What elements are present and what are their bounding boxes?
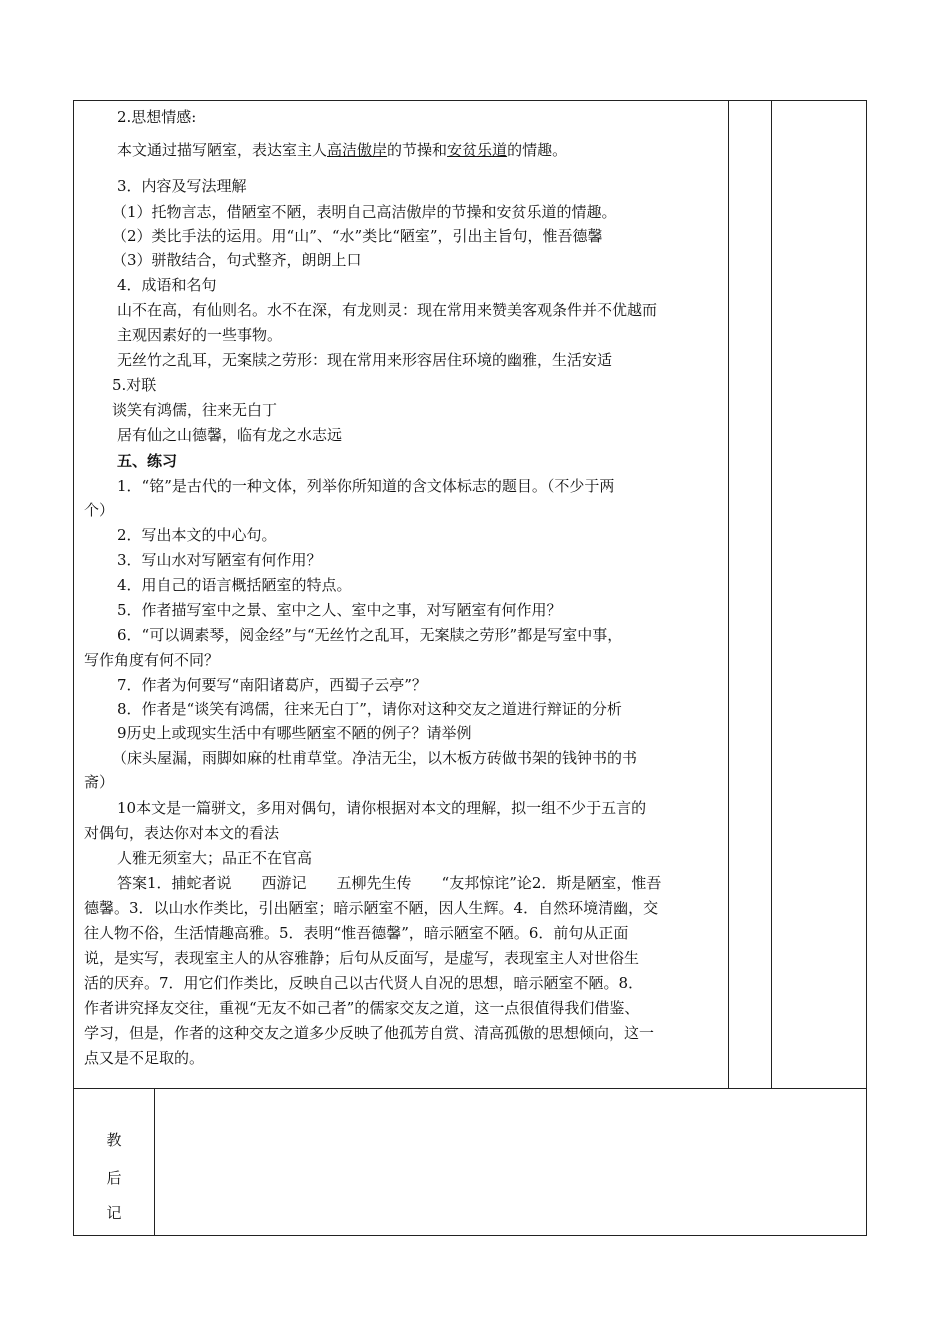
exercise-line: 8．作者是“谈笑有鸿儒，往来无白丁”，请你对这种交友之道进行辩证的分析 (117, 700, 622, 718)
answer-line: 往人物不俗，生活情趣高雅。5．表明“惟吾德馨”，暗示陋室不陋。6．前句从正面 (84, 924, 629, 942)
table-column-divider (154, 1088, 155, 1236)
exercise-line: 写作角度有何不同？ (84, 651, 220, 669)
list-item: （3）骈散结合，句式整齐，朗朗上口 (112, 251, 362, 269)
exercise-line: 1．“铭”是古代的一种文体，列举你所知道的含文体标志的题目。（不少于两 (117, 477, 615, 495)
exercise-line: 人雅无须室大；品正不在官高 (117, 849, 313, 867)
answer-line: 点又是不足取的。 (84, 1049, 205, 1067)
exercise-line: 7．作者为何要写“南阳诸葛庐，西蜀子云亭”？ (117, 676, 427, 694)
underlined-phrase: 高洁傲岸 (327, 141, 388, 159)
exercise-line: （床头屋漏，雨脚如麻的杜甫草堂。净洁无尘，以木板方砖做书架的钱钟书的书 (112, 749, 638, 767)
answer-line: 德馨。3．以山水作类比，引出陋室；暗示陋室不陋，因人生辉。4．自然环境清幽，交 (84, 899, 659, 917)
quote-line: 无丝竹之乱耳，无案牍之劳形：现在常用来形容居住环境的幽雅，生活安适 (117, 351, 613, 369)
exercise-line: 5．作者描写室中之景、室中之人、室中之事，对写陋室有何作用？ (117, 601, 562, 619)
couplet-line: 谈笑有鸿儒，往来无白丁 (112, 401, 278, 419)
answer-line: 答案1．捕蛇者说 西游记 五柳先生传 “友邦惊诧”论2．斯是陋室，惟吾 (117, 874, 662, 892)
footer-label-char: 后 (106, 1169, 122, 1187)
list-item: （1）托物言志，借陋室不陋，表明自己高洁傲岸的节操和安贫乐道的情趣。 (112, 203, 617, 221)
exercise-line: 2．写出本文的中心句。 (117, 526, 277, 544)
heading-couplet: 5.对联 (112, 376, 157, 394)
footer-label-char: 记 (106, 1204, 122, 1222)
couplet-line: 居有仙之山德馨，临有龙之水志远 (117, 426, 343, 444)
answer-line: 活的厌弃。7．用它们作类比，反映自己以古代贤人自况的思想，暗示陋室不陋。8． (84, 974, 644, 992)
exercise-line: 个） (84, 501, 115, 519)
answer-line: 说，是实写，表现室主人的从容雅静；后句从反面写，是虚写，表现室主人对世俗生 (84, 949, 640, 967)
exercise-line: 斋） (84, 773, 115, 791)
footer-label-char: 教 (106, 1131, 122, 1149)
paragraph-thought-emotion: 本文通过描写陋室，表达室主人高洁傲岸的节操和安贫乐道的情趣。 (117, 141, 568, 159)
exercise-line: 4．用自己的语言概括陋室的特点。 (117, 576, 352, 594)
exercise-line: 6．“可以调素琴，阅金经”与“无丝竹之乱耳，无案牍之劳形”都是写室中事， (117, 626, 623, 644)
list-item: （2）类比手法的运用。用“山”、“水”类比“陋室”，引出主旨句，惟吾德馨 (112, 227, 603, 245)
heading-thought-emotion: 2.思想情感: (117, 108, 197, 126)
table-column-divider (728, 101, 729, 1088)
exercise-line: 3．写山水对写陋室有何作用？ (117, 551, 322, 569)
answer-line: 学习，但是，作者的这种交友之道多少反映了他孤芳自赏、清高孤傲的思想倾向，这一 (84, 1024, 655, 1042)
heading-idioms: 4．成语和名句 (117, 276, 217, 294)
answer-line: 作者讲究择友交往，重视“无友不如己者”的儒家交友之道，这一点很值得我们借鉴、 (84, 999, 640, 1017)
lesson-plan-table (73, 100, 867, 1236)
quote-line: 山不在高，有仙则名。水不在深，有龙则灵：现在常用来赞美客观条件并不优越而 (117, 301, 658, 319)
exercise-line: 对偶句，表达你对本文的看法 (84, 824, 280, 842)
table-row-divider (74, 1088, 866, 1089)
table-column-divider (771, 101, 772, 1088)
heading-content-writing: 3．内容及写法理解 (117, 177, 247, 195)
exercise-line: 9历史上或现实生活中有哪些陋室不陋的例子？请举例 (117, 724, 472, 742)
exercise-line: 10本文是一篇骈文，多用对偶句，请你根据对本文的理解，拟一组不少于五言的 (117, 799, 647, 817)
quote-line: 主观因素好的一些事物。 (117, 326, 283, 344)
section-title-practice: 五、练习 (117, 452, 178, 470)
underlined-phrase: 安贫乐道 (447, 141, 508, 159)
